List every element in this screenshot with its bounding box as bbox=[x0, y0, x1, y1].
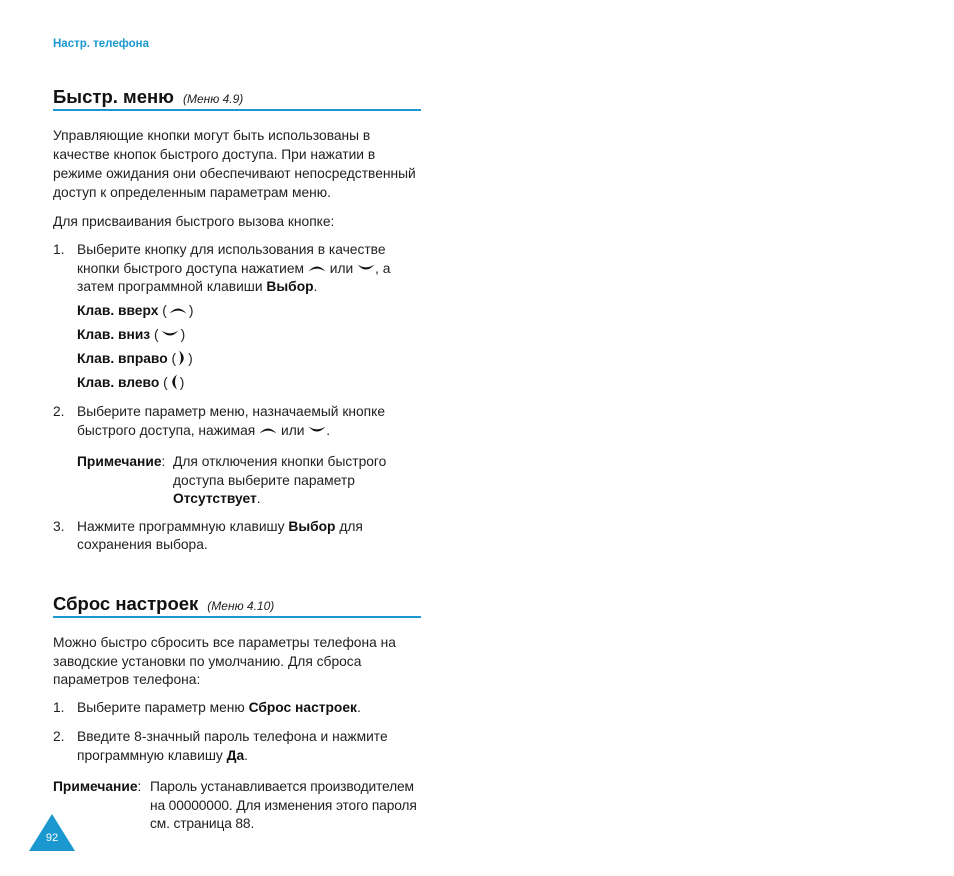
step-line bbox=[77, 421, 385, 440]
step-text: , а bbox=[375, 260, 391, 276]
step-line bbox=[77, 518, 363, 536]
key-label: Клав. вниз bbox=[77, 327, 151, 342]
step-body bbox=[77, 699, 361, 718]
paragraph-line: доступ к определенным параметрам меню. bbox=[53, 185, 331, 200]
paragraph-line: качестве кнопок быстрого доступа. При нажатии в bbox=[53, 147, 376, 162]
section-heading-reset bbox=[53, 593, 274, 617]
key-entry-down bbox=[77, 323, 193, 347]
note-label-text: Примечание bbox=[77, 454, 162, 469]
key-entry-left bbox=[77, 371, 193, 395]
step-line: Выберите кнопку для использования в качестве bbox=[77, 242, 386, 257]
step-text: кнопки быстрого доступа нажатием bbox=[77, 260, 305, 276]
step-text: . bbox=[313, 279, 318, 294]
left-key-icon bbox=[170, 374, 178, 390]
note-line: на 00000000. Для изменения этого пароля bbox=[150, 797, 417, 813]
page-number: 92 bbox=[45, 832, 59, 844]
note-label-text: Примечание bbox=[53, 779, 138, 794]
note-label bbox=[77, 453, 165, 472]
down-key-icon bbox=[308, 426, 326, 434]
step-text: для bbox=[339, 519, 363, 534]
reset-intro-paragraph bbox=[53, 634, 396, 690]
note-body bbox=[173, 453, 386, 509]
option-name: Отсутствует bbox=[173, 491, 257, 506]
menu-reference: (Меню 4.10) bbox=[207, 599, 275, 613]
note-quick-menu bbox=[77, 453, 386, 509]
paragraph-line: Можно быстро сбросить все параметры телефона на bbox=[53, 635, 396, 650]
step-number: 1. bbox=[53, 700, 65, 715]
assign-intro: Для присваивания быстрого вызова кнопке: bbox=[53, 214, 335, 229]
step-line bbox=[77, 278, 390, 297]
step-number: 1. bbox=[53, 242, 65, 257]
key-label: Клав. влево bbox=[77, 375, 160, 390]
step-body bbox=[77, 727, 388, 765]
paren: ) bbox=[188, 303, 194, 318]
note-line: доступа выберите параметр bbox=[173, 472, 355, 488]
paren: ) bbox=[179, 375, 185, 390]
section-title: Сброс настроек bbox=[53, 593, 199, 614]
key-label: Клав. вверх bbox=[77, 303, 159, 318]
step-line bbox=[77, 699, 361, 718]
step-number: 2. bbox=[53, 404, 65, 419]
step-text: затем программной клавиши bbox=[77, 279, 263, 294]
note-line bbox=[173, 490, 386, 509]
paragraph-line: Управляющие кнопки могут быть использованы в bbox=[53, 128, 371, 143]
down-key-icon bbox=[161, 330, 179, 338]
paren: ( bbox=[162, 303, 167, 318]
softkey-name: Выбор bbox=[266, 279, 314, 294]
key-list bbox=[77, 299, 193, 395]
step-text: Нажмите программную клавишу bbox=[77, 519, 285, 534]
note-line: Пароль устанавливается производителем bbox=[150, 779, 414, 794]
paragraph-line: режиме ожидания они обеспечивают непосредственный bbox=[53, 166, 416, 181]
step-text: . bbox=[356, 700, 361, 715]
paren: ) bbox=[188, 351, 193, 366]
section-heading-quick-menu bbox=[53, 86, 243, 110]
step-body bbox=[77, 402, 385, 440]
note-reset bbox=[53, 778, 417, 834]
up-key-icon bbox=[169, 306, 187, 314]
paragraph-line: заводские установки по умолчанию. Для сброса bbox=[53, 653, 362, 669]
paren: ( bbox=[163, 375, 168, 390]
down-key-icon bbox=[357, 264, 375, 272]
step-text: или bbox=[329, 260, 354, 276]
step-line bbox=[77, 746, 388, 765]
paren: ) bbox=[180, 327, 186, 342]
note-text: . bbox=[256, 491, 261, 506]
intro-paragraph bbox=[53, 126, 416, 202]
page-number-triangle bbox=[0, 800, 100, 860]
note-colon: : bbox=[161, 454, 166, 469]
step-2 bbox=[53, 402, 385, 440]
step-number: 3. bbox=[53, 519, 65, 534]
step-line: Выберите параметр меню, назначаемый кнопке bbox=[77, 404, 385, 419]
step-line: сохранения выбора. bbox=[77, 537, 208, 552]
step-number: 2. bbox=[53, 729, 65, 744]
up-key-icon bbox=[259, 426, 277, 434]
menu-option-name: Сброс настроек bbox=[248, 700, 357, 715]
note-line: см. страница 88. bbox=[150, 816, 255, 831]
softkey-name: Выбор bbox=[288, 519, 336, 534]
key-entry-up bbox=[77, 299, 193, 323]
paragraph-line: параметров телефона: bbox=[53, 672, 201, 687]
key-entry-right bbox=[77, 347, 193, 371]
key-label: Клав. вправо bbox=[77, 351, 168, 366]
step-text: . bbox=[326, 423, 331, 438]
step-body bbox=[77, 518, 363, 554]
step-text: быстрого доступа, нажимая bbox=[77, 423, 256, 438]
menu-reference: (Меню 4.9) bbox=[182, 92, 244, 106]
step-text: Выберите параметр меню bbox=[77, 700, 245, 715]
step-body bbox=[77, 241, 390, 297]
step-1 bbox=[53, 241, 390, 297]
step-text: или bbox=[280, 423, 305, 438]
note-body bbox=[150, 778, 417, 834]
step-text: программную клавишу bbox=[77, 748, 223, 763]
heading-rule bbox=[53, 109, 421, 111]
up-key-icon bbox=[308, 264, 326, 272]
right-key-icon bbox=[178, 350, 186, 366]
step-line: Введите 8-значный пароль телефона и нажмите bbox=[77, 729, 388, 744]
note-label bbox=[53, 778, 141, 797]
step-line bbox=[77, 260, 390, 279]
note-line: Для отключения кнопки быстрого bbox=[173, 454, 387, 469]
paren: ( bbox=[171, 351, 177, 366]
section-title: Быстр. меню bbox=[53, 86, 174, 107]
paren: ( bbox=[154, 327, 159, 342]
step-text: . bbox=[244, 748, 248, 763]
heading-rule bbox=[53, 616, 421, 618]
reset-step-2 bbox=[53, 727, 388, 765]
softkey-name: Да bbox=[226, 748, 245, 763]
running-header: Настр. телефона bbox=[53, 38, 149, 50]
step-3 bbox=[53, 518, 363, 554]
reset-step-1 bbox=[53, 699, 361, 718]
note-colon: : bbox=[137, 779, 142, 794]
